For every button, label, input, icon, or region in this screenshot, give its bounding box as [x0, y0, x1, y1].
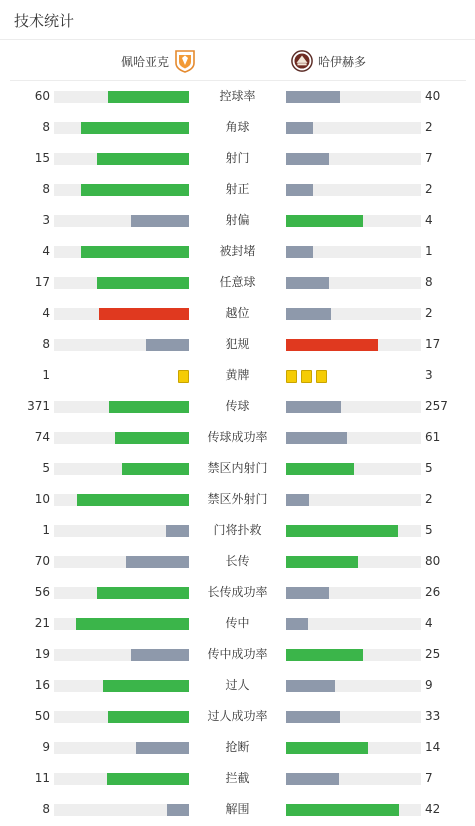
- stat-label: 越位: [225, 306, 250, 320]
- away-stat-bar-fill: [286, 91, 340, 103]
- home-stat-bar-fill: [107, 773, 189, 785]
- home-stat-value: 17: [34, 275, 50, 289]
- away-stat-bar-fill: [286, 277, 329, 289]
- home-stat-bar-fill: [166, 525, 189, 537]
- away-stat-bar-track: [286, 184, 421, 196]
- away-stat-bar-track: [286, 587, 421, 599]
- home-stat-bar-fill: [146, 339, 189, 351]
- away-stat-value: 42: [425, 802, 441, 816]
- home-stat-value: 21: [34, 616, 50, 630]
- away-stat-bar-track: [286, 277, 421, 289]
- home-stat-value: 19: [34, 647, 50, 661]
- home-stat-value: 10: [34, 492, 50, 506]
- away-stat-value: 17: [425, 337, 441, 351]
- away-stat-value: 7: [425, 151, 433, 165]
- away-stat-bar-fill: [286, 308, 331, 320]
- away-stat-bar-fill: [286, 153, 329, 165]
- home-stat-bar-track: [54, 711, 189, 723]
- away-stat-bar-fill: [286, 587, 329, 599]
- home-stat-bar-fill: [126, 556, 189, 568]
- home-stat-value: 3: [42, 213, 50, 227]
- away-stat-bar-track: [286, 122, 421, 134]
- peyhaiak-club-crest-icon: [174, 49, 196, 73]
- home-stat-bar-fill: [131, 215, 189, 227]
- stat-label: 禁区外射门: [207, 492, 268, 506]
- home-stat-value: 70: [34, 554, 50, 568]
- stat-row: [0, 732, 475, 763]
- home-stat-bar-track: [54, 742, 189, 754]
- home-stat-bar-track: [54, 618, 189, 630]
- stats-list: [0, 81, 475, 825]
- away-stat-bar-track: [286, 742, 421, 754]
- home-stat-value: 371: [27, 399, 50, 413]
- away-stat-value: 7: [425, 771, 433, 785]
- home-stat-bar-track: [54, 277, 189, 289]
- away-stat-bar-track: [286, 308, 421, 320]
- away-stat-bar-track: [286, 153, 421, 165]
- away-stat-value: 4: [425, 616, 433, 630]
- away-stat-bar-fill: [286, 432, 347, 444]
- home-stat-bar-fill: [76, 618, 189, 630]
- stat-label: 犯规: [225, 337, 250, 351]
- yellow-card-icon: [178, 370, 189, 383]
- away-stat-bar-track: [286, 432, 421, 444]
- away-stat-value: 257: [425, 399, 448, 413]
- away-stat-value: 2: [425, 120, 433, 134]
- stat-label: 角球: [225, 120, 250, 134]
- away-stat-bar-track: [286, 525, 421, 537]
- away-stat-value: 3: [425, 368, 433, 382]
- away-stat-value: 14: [425, 740, 441, 754]
- stat-label: 射正: [225, 182, 250, 196]
- stat-label: 禁区内射门: [207, 461, 268, 475]
- stat-label: 抢断: [225, 740, 250, 754]
- stat-label: 任意球: [219, 275, 256, 289]
- stat-label: 被封堵: [219, 244, 256, 258]
- away-stat-value: 33: [425, 709, 441, 723]
- stat-row: [0, 577, 475, 608]
- home-stat-value: 15: [34, 151, 50, 165]
- home-yellow-cards: [178, 370, 189, 383]
- stat-label: 射偏: [225, 213, 250, 227]
- stat-label: 控球率: [219, 89, 256, 103]
- home-stat-value: 8: [42, 802, 50, 816]
- stat-label: 传中成功率: [207, 647, 268, 661]
- home-stat-value: 8: [42, 182, 50, 196]
- home-stat-value: 50: [34, 709, 50, 723]
- away-team[interactable]: [291, 49, 366, 73]
- away-stat-bar-fill: [286, 122, 313, 134]
- stat-row: [0, 453, 475, 484]
- stat-row: [0, 143, 475, 174]
- home-stat-value: 56: [34, 585, 50, 599]
- away-stat-bar-track: [286, 463, 421, 475]
- home-stat-bar-fill: [108, 91, 189, 103]
- team-header: [10, 41, 466, 81]
- home-stat-bar-track: [54, 122, 189, 134]
- stat-row: [0, 608, 475, 639]
- stat-row: [0, 267, 475, 298]
- home-stat-bar-fill: [115, 432, 189, 444]
- stat-row: [0, 112, 475, 143]
- home-stat-bar-fill: [167, 804, 189, 816]
- away-stat-value: 2: [425, 306, 433, 320]
- stat-row: [0, 81, 475, 112]
- away-stat-bar-fill: [286, 618, 308, 630]
- page-title: 技术统计: [14, 12, 75, 30]
- stat-row: [0, 763, 475, 794]
- stat-label: 解围: [225, 802, 250, 816]
- home-stat-bar-fill: [131, 649, 189, 661]
- away-stat-bar-fill: [286, 339, 378, 351]
- stat-row: [0, 360, 475, 391]
- away-stat-bar-fill: [286, 463, 354, 475]
- away-team-name: 哈伊赫多: [318, 54, 367, 69]
- stat-row: [0, 701, 475, 732]
- stat-row: [0, 329, 475, 360]
- stat-label: 黄牌: [225, 368, 250, 382]
- away-stat-bar-track: [286, 556, 421, 568]
- home-stat-value: 5: [42, 461, 50, 475]
- away-stat-value: 61: [425, 430, 441, 444]
- away-stat-value: 2: [425, 492, 433, 506]
- home-stat-bar-fill: [77, 494, 189, 506]
- home-stat-bar-fill: [97, 277, 189, 289]
- home-stat-bar-fill: [109, 401, 189, 413]
- yellow-card-icon: [301, 370, 312, 383]
- home-stat-bar-track: [54, 587, 189, 599]
- stat-label: 射门: [225, 151, 250, 165]
- home-stat-value: 1: [42, 523, 50, 537]
- home-stat-bar-track: [54, 649, 189, 661]
- home-stat-value: 60: [34, 89, 50, 103]
- away-stat-value: 40: [425, 89, 441, 103]
- home-stat-bar-fill: [122, 463, 190, 475]
- away-stat-bar-fill: [286, 246, 313, 258]
- home-stat-bar-track: [54, 308, 189, 320]
- away-stat-value: 4: [425, 213, 433, 227]
- stat-label: 长传成功率: [207, 585, 268, 599]
- stat-row: [0, 298, 475, 329]
- away-stat-bar-track: [286, 401, 421, 413]
- home-stat-bar-track: [54, 339, 189, 351]
- home-stat-bar-fill: [97, 587, 189, 599]
- home-stat-bar-track: [54, 525, 189, 537]
- away-stat-bar-track: [286, 680, 421, 692]
- stat-label: 拦截: [225, 771, 250, 785]
- away-stat-bar-fill: [286, 773, 339, 785]
- home-stat-bar-track: [54, 494, 189, 506]
- away-stat-value: 26: [425, 585, 441, 599]
- stat-row: [0, 205, 475, 236]
- away-stat-bar-fill: [286, 649, 363, 661]
- away-stat-value: 8: [425, 275, 433, 289]
- header-bar: [0, 0, 475, 40]
- away-stat-bar-track: [286, 339, 421, 351]
- away-stat-bar-track: [286, 215, 421, 227]
- away-stat-bar-fill: [286, 494, 309, 506]
- home-stat-bar-track: [54, 463, 189, 475]
- yellow-card-icon: [316, 370, 327, 383]
- away-stat-bar-fill: [286, 401, 341, 413]
- stat-row: [0, 639, 475, 670]
- away-stat-value: 9: [425, 678, 433, 692]
- stat-label: 过人成功率: [207, 709, 268, 723]
- home-stat-value: 16: [34, 678, 50, 692]
- home-stat-value: 4: [42, 306, 50, 320]
- home-stat-value: 4: [42, 244, 50, 258]
- home-stat-bar-track: [54, 215, 189, 227]
- home-stat-value: 8: [42, 337, 50, 351]
- away-stat-value: 25: [425, 647, 441, 661]
- stat-row: [0, 391, 475, 422]
- away-stat-bar-fill: [286, 525, 398, 537]
- stat-row: [0, 174, 475, 205]
- home-team-name: 佩哈亚克: [120, 54, 169, 69]
- hayekhdo-club-crest-icon: [291, 49, 313, 73]
- home-stat-bar-track: [54, 246, 189, 258]
- away-stat-bar-fill: [286, 742, 368, 754]
- away-stat-value: 5: [425, 461, 433, 475]
- home-stat-bar-track: [54, 680, 189, 692]
- stat-row: [0, 236, 475, 267]
- home-stat-bar-fill: [108, 711, 189, 723]
- away-stat-bar-track: [286, 91, 421, 103]
- stat-row: [0, 422, 475, 453]
- away-stat-bar-track: [286, 711, 421, 723]
- away-stat-value: 2: [425, 182, 433, 196]
- away-stat-bar-fill: [286, 804, 399, 816]
- home-stat-bar-track: [54, 91, 189, 103]
- away-stat-value: 80: [425, 554, 441, 568]
- home-stat-value: 11: [34, 771, 50, 785]
- home-stat-bar-track: [54, 432, 189, 444]
- stat-row: [0, 484, 475, 515]
- stat-row: [0, 546, 475, 577]
- away-stat-bar-fill: [286, 556, 358, 568]
- stat-label: 长传: [225, 554, 250, 568]
- away-stat-bar-track: [286, 804, 421, 816]
- home-stat-bar-fill: [99, 308, 189, 320]
- home-stat-bar-track: [54, 556, 189, 568]
- home-stat-value: 9: [42, 740, 50, 754]
- away-stat-bar-fill: [286, 680, 335, 692]
- home-stat-bar-fill: [97, 153, 189, 165]
- away-stat-bar-fill: [286, 184, 313, 196]
- away-stat-value: 5: [425, 523, 433, 537]
- away-stat-bar-track: [286, 246, 421, 258]
- stat-label: 门将扑救: [213, 523, 262, 537]
- yellow-card-icon: [286, 370, 297, 383]
- away-stat-value: 1: [425, 244, 433, 258]
- home-team[interactable]: [121, 49, 196, 73]
- away-stat-bar-track: [286, 618, 421, 630]
- away-yellow-cards: [286, 370, 327, 383]
- home-stat-bar-track: [54, 184, 189, 196]
- stat-row: [0, 794, 475, 825]
- home-stat-bar-fill: [81, 184, 189, 196]
- away-stat-bar-fill: [286, 711, 340, 723]
- home-stat-bar-track: [54, 773, 189, 785]
- away-stat-bar-track: [286, 494, 421, 506]
- stat-label: 过人: [225, 678, 250, 692]
- away-stat-bar-track: [286, 649, 421, 661]
- stat-row: [0, 670, 475, 701]
- home-stat-value: 8: [42, 120, 50, 134]
- home-stat-bar-fill: [81, 246, 189, 258]
- away-stat-bar-track: [286, 773, 421, 785]
- stat-row: [0, 515, 475, 546]
- home-stat-value: 74: [34, 430, 50, 444]
- home-stat-bar-fill: [103, 680, 189, 692]
- home-stat-bar-track: [54, 153, 189, 165]
- home-stat-bar-fill: [81, 122, 189, 134]
- home-stat-bar-track: [54, 401, 189, 413]
- away-stat-bar-fill: [286, 215, 363, 227]
- stat-label: 传球: [225, 399, 250, 413]
- home-stat-value: 1: [42, 368, 50, 382]
- home-stat-bar-track: [54, 804, 189, 816]
- stat-label: 传中: [225, 616, 250, 630]
- home-stat-bar-fill: [136, 742, 189, 754]
- stat-label: 传球成功率: [207, 430, 268, 444]
